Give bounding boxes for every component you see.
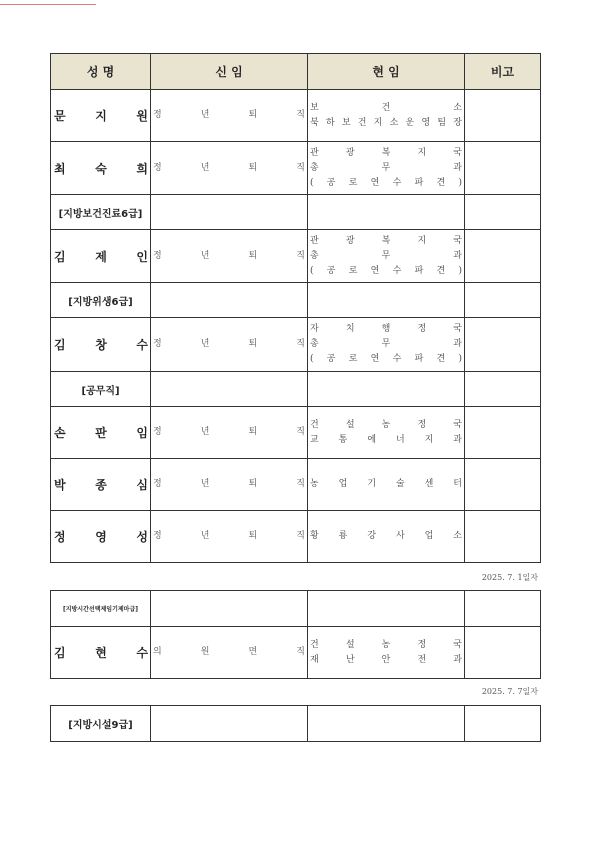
person-name: 최 숙 희 xyxy=(51,142,151,195)
current-post xyxy=(308,627,465,679)
note-cell xyxy=(465,627,541,679)
note-cell xyxy=(465,90,541,142)
effective-date-2: 2025. 7. 7일자 xyxy=(481,687,538,696)
current-post-line: 황 룡 강 사 업 소 xyxy=(310,531,462,541)
current-post xyxy=(308,459,465,511)
person-name: 김 창 수 xyxy=(51,318,151,372)
personnel-table-secondary xyxy=(50,590,541,679)
note-cell xyxy=(465,407,541,459)
group-label: [지방시간선택제임기제마급] xyxy=(51,591,151,627)
person-name: 정 영 성 xyxy=(51,511,151,563)
table-row xyxy=(51,318,541,372)
header-note: 비고 xyxy=(465,54,541,90)
note-cell xyxy=(465,142,541,195)
current-post-line: 건 설 농 정 국 xyxy=(310,419,462,430)
table-row xyxy=(51,407,541,459)
table-row xyxy=(51,230,541,283)
current-post xyxy=(308,511,465,563)
new-post: 의 원 면 직 xyxy=(151,627,308,679)
current-post-line: 보 건 소 xyxy=(310,102,462,113)
current-post-line: 농 업 기 술 센 터 xyxy=(310,479,462,489)
person-name: 박 종 심 xyxy=(51,459,151,511)
header-name: 성 명 xyxy=(51,54,151,90)
new-post: 정 년 퇴 직 xyxy=(151,459,308,511)
current-post-line: ( 공 로 연 수 파 견 ) xyxy=(310,177,462,188)
current-post-line: 재 난 안 전 과 xyxy=(310,654,462,665)
current-post xyxy=(308,230,465,283)
person-name: 김 제 인 xyxy=(51,230,151,283)
current-post-line: 총 무 과 xyxy=(310,250,462,261)
person-name: 손 판 임 xyxy=(51,407,151,459)
current-post xyxy=(308,142,465,195)
current-post-line: 총 무 과 xyxy=(310,339,462,349)
current-post-line: 관 광 복 지 국 xyxy=(310,147,462,158)
current-post-line: 관 광 복 지 국 xyxy=(310,235,462,246)
group-label: [지방보건진료6급] xyxy=(51,195,151,230)
current-post-line: 북 하 보 건 지 소 운 영 팀 장 xyxy=(310,117,462,128)
current-post-line: 총 무 과 xyxy=(310,162,462,173)
table-row xyxy=(51,142,541,195)
current-post-line: 건 설 농 정 국 xyxy=(310,639,462,650)
current-post-line: ( 공 로 연 수 파 견 ) xyxy=(310,265,462,276)
current-post xyxy=(308,407,465,459)
note-cell xyxy=(465,230,541,283)
note-cell xyxy=(465,511,541,563)
header-new-post: 신 임 xyxy=(151,54,308,90)
table-row xyxy=(51,459,541,511)
person-name: 문 지 원 xyxy=(51,90,151,142)
new-post: 정 년 퇴 직 xyxy=(151,230,308,283)
group-row xyxy=(51,706,541,742)
header-current-post: 현 임 xyxy=(308,54,465,90)
new-post: 정 년 퇴 직 xyxy=(151,142,308,195)
new-post: 정 년 퇴 직 xyxy=(151,511,308,563)
table-row xyxy=(51,511,541,563)
personnel-table-main xyxy=(50,53,541,563)
group-row xyxy=(51,283,541,318)
note-cell xyxy=(465,459,541,511)
group-row xyxy=(51,372,541,407)
new-post: 정 년 퇴 직 xyxy=(151,318,308,372)
top-margin-mark xyxy=(0,4,96,5)
personnel-table-third xyxy=(50,705,541,742)
current-post-line: ( 공 로 연 수 파 견 ) xyxy=(310,354,462,364)
current-post-line: 자 치 행 정 국 xyxy=(310,324,462,334)
group-label: [지방위생6급] xyxy=(51,283,151,318)
group-label: [공무직] xyxy=(51,372,151,407)
current-post-line: 교 통 에 너 지 과 xyxy=(310,434,462,445)
note-cell xyxy=(465,318,541,372)
table-row xyxy=(51,90,541,142)
group-row xyxy=(51,195,541,230)
person-name: 김 현 수 xyxy=(51,627,151,679)
current-post xyxy=(308,318,465,372)
new-post: 정 년 퇴 직 xyxy=(151,407,308,459)
new-post: 정 년 퇴 직 xyxy=(151,90,308,142)
table-row xyxy=(51,627,541,679)
group-row xyxy=(51,591,541,627)
effective-date-1: 2025. 7. 1일자 xyxy=(481,573,538,582)
group-label: [지방시설9급] xyxy=(51,706,151,742)
header-row xyxy=(51,54,541,90)
current-post xyxy=(308,90,465,142)
